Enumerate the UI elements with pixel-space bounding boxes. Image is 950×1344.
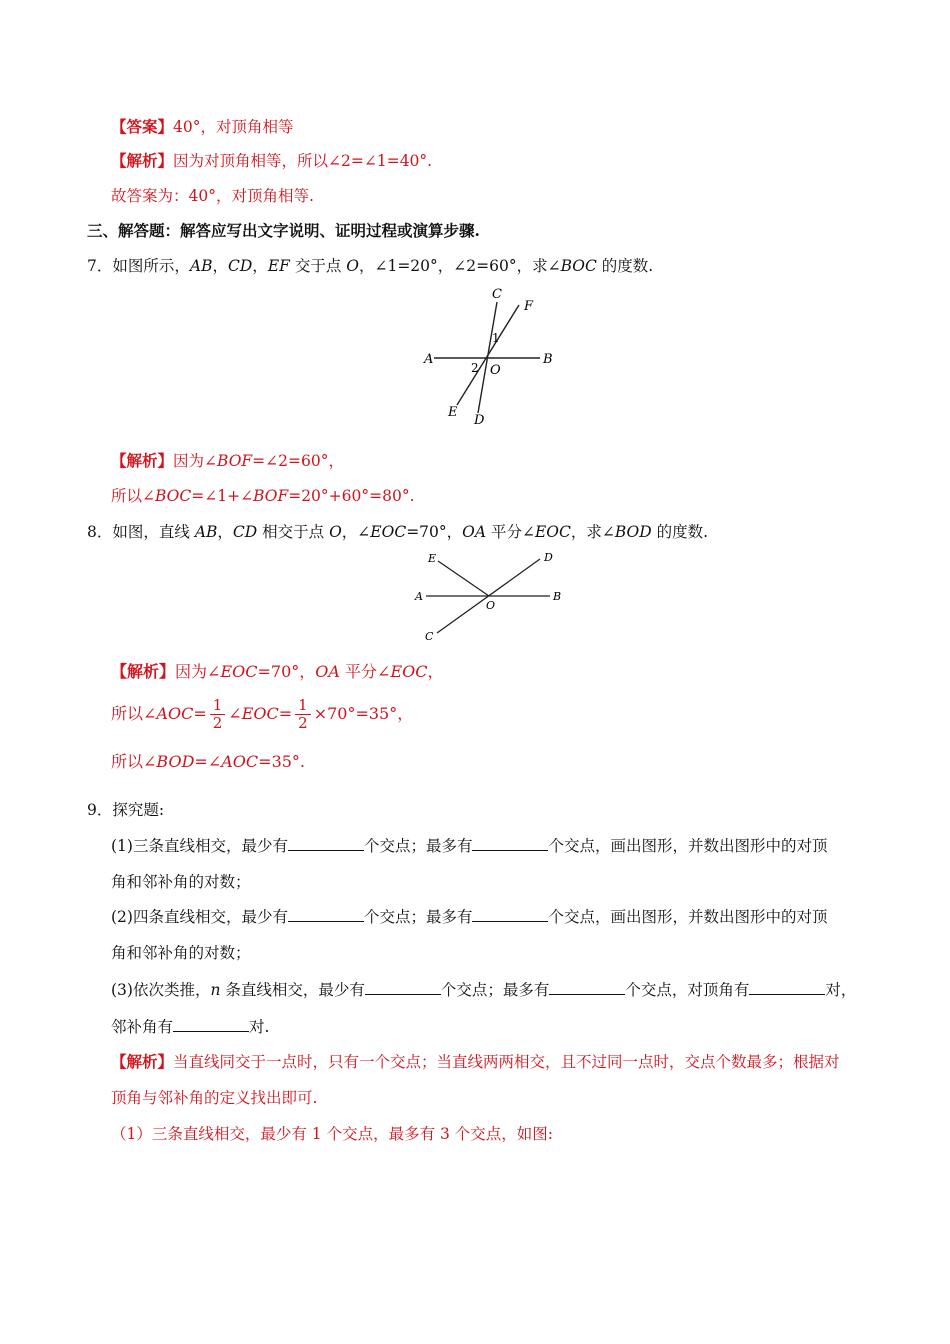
label-b: B <box>553 590 562 603</box>
q8-sol-eoc: EOC <box>390 662 428 681</box>
q9-solution-line3: （1）三条直线相交，最少有 1 个交点，最多有 3 个交点，如图: <box>111 1125 554 1143</box>
q9-sol-text: 当直线同交于一点时，只有一个交点；当直线两两相交，且不过同一点时，交点个数最多；根据对 <box>173 1053 840 1071</box>
label-a: A <box>424 352 434 367</box>
q8-text: ，求∠ <box>570 523 615 541</box>
q8-solution-line3 <box>111 752 305 772</box>
fraction-numerator: 1 <box>210 697 226 715</box>
q7-sol-text: 因为∠ <box>173 452 218 470</box>
q7-o: O <box>346 257 359 275</box>
answer-tag: 【答案】 <box>111 117 174 136</box>
q7-comma: ， <box>252 257 268 275</box>
analysis-tag: 【解析】 <box>111 151 174 170</box>
q8-sol-aoc: AOC <box>221 752 259 771</box>
fraction-numerator: 1 <box>295 697 311 715</box>
q9-text: 对. <box>249 1018 270 1036</box>
analysis-text: 因为对顶角相等，所以∠2=∠1=40°. <box>173 152 433 170</box>
q7-sol-text: =∠1+∠ <box>191 487 254 505</box>
q8-eoc: EOC <box>534 523 571 541</box>
q6-analysis-line <box>111 151 432 171</box>
q7-sol-boc: BOC <box>155 487 192 505</box>
q8-eoc: EOC <box>370 523 407 541</box>
q8-figure <box>410 548 570 644</box>
q8-sol-eoc: EOC <box>241 704 279 723</box>
q7-solution-line2 <box>111 486 415 506</box>
ray-oe <box>438 561 489 596</box>
q6-conclusion: 故答案为：40°，对顶角相等. <box>111 187 314 205</box>
label-a: A <box>415 590 423 603</box>
q8-cd: CD <box>232 523 258 541</box>
q7-cd: CD <box>228 257 253 275</box>
q8-sol-text: 所以∠ <box>111 752 157 771</box>
fraction-half <box>210 697 226 732</box>
q9-part3 <box>111 979 856 1000</box>
q8-solution-line2 <box>111 692 413 736</box>
q9-text: (3)依次类推， <box>111 981 211 999</box>
q7-text: 交于点 <box>289 257 347 275</box>
answer-blank[interactable] <box>472 906 548 922</box>
q9-text: 个交点，画出图形，并数出图形中的对顶 <box>548 908 828 926</box>
q7-ab: AB <box>189 257 213 275</box>
answer-blank[interactable] <box>365 979 441 995</box>
q6-answer-line <box>111 117 294 137</box>
q9-text: (2)四条直线相交，最少有 <box>111 908 288 926</box>
q8-solution-line1 <box>111 662 444 682</box>
analysis-tag: 【解析】 <box>111 662 176 681</box>
answer-blank[interactable] <box>749 979 825 995</box>
answer-blank[interactable] <box>549 979 625 995</box>
q8-sol-text: ， <box>427 662 444 681</box>
q7-text: 如图所示， <box>112 257 190 275</box>
label-o: O <box>490 363 501 378</box>
q8-comma: ， <box>217 523 233 541</box>
q7-sol-bof: BOF <box>253 487 289 505</box>
q8-text: 如图，直线 <box>112 523 195 541</box>
q9-text: 条直线相交，最少有 <box>220 981 365 999</box>
q7-ef: EF <box>267 257 290 275</box>
q7-sol-text: =20°+60°=80°. <box>288 487 415 505</box>
q7-figure <box>420 285 560 430</box>
label-angle-1: 1 <box>492 331 500 345</box>
q9-text: 个交点；最多有 <box>363 837 473 855</box>
q9-part2 <box>111 906 828 927</box>
q7-num: 7． <box>87 257 113 275</box>
q8-bod: BOD <box>614 523 652 541</box>
q8-text: =70°， <box>406 523 463 541</box>
q8-sol-text: ∠ <box>228 704 242 723</box>
q9-part1-cont: 角和邻补角的对数； <box>111 873 251 891</box>
label-e: E <box>428 552 437 565</box>
q7-comma: ， <box>212 257 228 275</box>
q9-title-text: 探究题: <box>112 801 165 819</box>
q9-part2-cont: 角和邻补角的对数； <box>111 944 251 962</box>
answer-blank[interactable] <box>472 835 548 851</box>
q9-text: 邻补角有 <box>111 1018 174 1036</box>
label-d: D <box>544 551 553 564</box>
q8-text: ，∠ <box>341 523 371 541</box>
q8-sol-bod: BOD <box>156 752 195 771</box>
q9-text: 个交点，对顶角有 <box>625 981 750 999</box>
q8-sol-text: 因为∠ <box>175 662 221 681</box>
line-ef <box>457 305 519 405</box>
q8-num: 8． <box>87 523 113 541</box>
label-o: O <box>486 599 496 612</box>
answer-blank[interactable] <box>173 1016 249 1032</box>
fraction-denominator: 2 <box>298 714 308 732</box>
answer-blank[interactable] <box>288 835 364 851</box>
q9-part1 <box>111 835 828 856</box>
q8-sol-aoc: AOC <box>156 704 194 723</box>
q8-sol-text: =35°. <box>258 752 306 771</box>
q7-sol-text: =∠2=60°， <box>252 452 344 470</box>
label-c: C <box>492 287 502 302</box>
q9-text: (1)三条直线相交，最少有 <box>111 837 288 855</box>
q8-sol-text: = <box>278 704 293 723</box>
q9-text: 对， <box>825 981 857 999</box>
label-c: C <box>425 630 434 643</box>
q9-solution-line2: 顶角与邻补角的定义找出即可. <box>111 1089 318 1107</box>
q8-text: 相交于点 <box>257 523 330 541</box>
label-e: E <box>448 405 458 420</box>
label-f: F <box>524 299 534 314</box>
q9-num: 9． <box>87 801 113 819</box>
q9-text: 个交点，画出图形，并数出图形中的对顶 <box>548 837 828 855</box>
q8-text: 的度数. <box>651 523 709 541</box>
analysis-tag: 【解析】 <box>111 451 174 470</box>
q7-solution-line1 <box>111 451 344 471</box>
q8-o: O <box>329 523 342 541</box>
q8-sol-text: =70°， <box>257 662 316 681</box>
label-angle-2: 2 <box>471 361 479 375</box>
q8-oa: OA <box>462 523 487 541</box>
q8-ab: AB <box>194 523 218 541</box>
q8-sol-text: 所以∠ <box>111 704 157 723</box>
q8-sol-text: =∠ <box>194 752 222 771</box>
q8-sol-oa: OA <box>315 662 340 681</box>
q7-text: ，∠1=20°，∠2=60°，求∠ <box>358 257 561 275</box>
q9-text: 个交点；最多有 <box>363 908 473 926</box>
q8-question <box>87 522 708 542</box>
q8-sol-text: 平分∠ <box>339 662 391 681</box>
q9-text: 个交点；最多有 <box>440 981 550 999</box>
q7-boc: BOC <box>560 257 597 275</box>
label-b: B <box>543 352 553 367</box>
fraction-denominator: 2 <box>212 714 223 732</box>
answer-blank[interactable] <box>288 906 364 922</box>
q8-sol-text: ×70°=35°， <box>313 704 414 723</box>
q9-title <box>87 800 164 820</box>
answer-text: 40°，对顶角相等 <box>173 118 294 136</box>
q7-sol-text: 所以∠ <box>111 487 155 505</box>
q7-sol-bof: BOF <box>217 452 253 470</box>
q9-n: n <box>210 981 221 999</box>
q8-sol-eoc: EOC <box>220 662 258 681</box>
q8-sol-text: = <box>193 704 207 723</box>
analysis-tag: 【解析】 <box>111 1052 174 1071</box>
q9-part3-cont <box>111 1016 269 1037</box>
q8-text: 平分∠ <box>486 523 535 541</box>
label-d: D <box>474 413 485 428</box>
q9-solution-line1 <box>111 1052 840 1072</box>
fraction-half <box>295 697 311 732</box>
q7-question <box>87 256 653 276</box>
q7-text: 的度数. <box>596 257 654 275</box>
section3-title: 三、解答题：解答应写出文字说明、证明过程或演算步骤. <box>87 221 480 240</box>
